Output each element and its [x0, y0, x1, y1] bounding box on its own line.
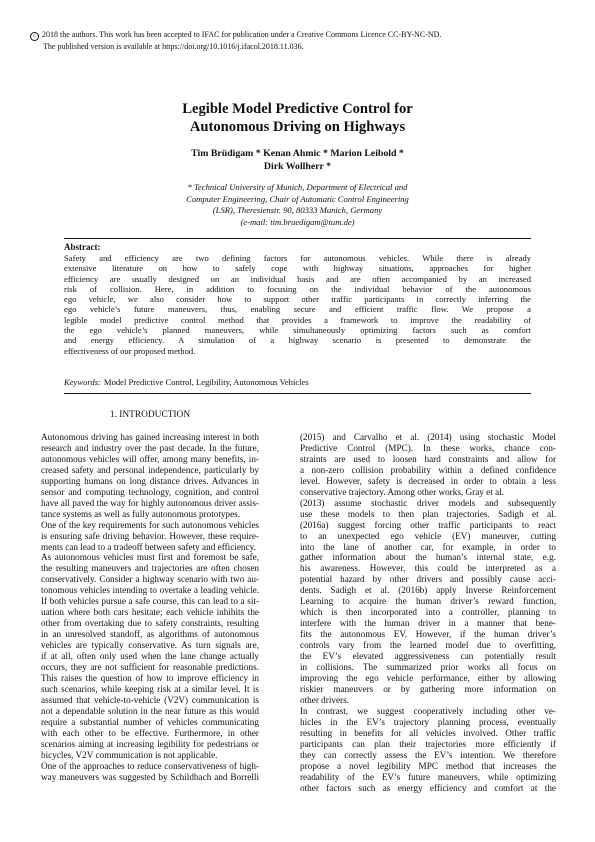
- copyright-icon: c: [30, 32, 39, 41]
- paper-title-line-2: Autonomous Driving on Highways: [189, 119, 406, 135]
- body-text-line: uation where both cars hesitate; each vehicle inhibits the: [41, 607, 259, 618]
- body-text-line: to an unexpected ego vehicle (EV) maneuver, cutting: [300, 530, 556, 541]
- body-text-line: other drivers.: [300, 694, 349, 705]
- abstract-line: effectiveness of our proposed method.: [64, 345, 196, 356]
- affiliation-line-3: (LSR), Theresienstr. 90, 80333 Munich, Germany: [212, 205, 383, 216]
- body-text-line: This raises the question of how to improve efficiency in: [41, 672, 259, 683]
- body-text-line: readability of the EV’s future maneuvers, while optimizing: [300, 771, 556, 782]
- body-text-line: require a substantial number of vehicles communicating: [41, 716, 259, 727]
- body-text-line: vehicles are typically conservative. As turn signals are,: [41, 640, 259, 651]
- abstract-heading: Abstract:: [64, 242, 101, 252]
- abstract-line: Safety and efficiency are two defining factors for autonomous vehicles. While there is already: [64, 253, 531, 263]
- abstract-line: and energy efficiency. A simulation of a highway scenario is presented to demonstrate the: [64, 335, 531, 346]
- body-text-line: conservatively. Consider a highway scenario with two au-: [41, 574, 259, 585]
- paper-title-line-1: Legible Model Predictive Control for: [182, 101, 413, 117]
- body-text-line: use these models to then plan trajectories. Sadigh et al.: [300, 508, 556, 519]
- body-text-line: his awareness. However, this could be interpreted as a: [300, 563, 556, 574]
- body-text-line: scenarios aiming at increasing legibility for pedestrians or: [41, 738, 259, 749]
- author-line-1: Tim Brüdigam * Kenan Ahmic * Marion Leibold *: [191, 148, 404, 159]
- body-text-line: Predictive Control (MPC). In these works, chance con-: [300, 442, 556, 453]
- keywords-text: Model Predictive Control, Legibility, Autonomous Vehicles: [103, 377, 309, 387]
- body-text-line: gather information about the human’s internal state, e.g.: [300, 552, 556, 563]
- body-text-line: in an unresolved standoff, as algorithms of autonomous: [41, 629, 259, 640]
- affiliation-line-2: Computer Engineering, Chair of Automatic Control Engineering: [186, 193, 409, 204]
- body-text-line: One of the key requirements for such autonomous vehicles: [41, 519, 259, 530]
- body-text-line: hicles in the EV’s trajectory planning process, eventually: [300, 716, 556, 727]
- body-text-line: controls vary from the learned model due to overfitting,: [300, 640, 556, 651]
- body-text-line: tonomous vehicles intending to overtake a leading vehicle.: [41, 585, 259, 596]
- copyright-text: 2018 the authors. This work has been accepted to IFAC for publication under a Creative Commons Licence CC-BY-NC-ND.: [42, 30, 442, 39]
- body-text-line: (2016a) suggest forcing other traffic participants to react: [300, 519, 556, 530]
- body-text-line: other factors such as energy efficiency and comfort at the: [300, 782, 556, 793]
- author-line-2: Dirk Wollherr *: [263, 161, 332, 172]
- body-text-line: Autonomous driving has gained increasing interest in both: [41, 432, 259, 442]
- body-text-line: if at all, often only used when the lane change actually: [41, 651, 259, 662]
- body-text-line: Learning to acquire the human driver’s reward function,: [300, 596, 556, 607]
- body-text-line: supporting humans on long distance drives. Advances in: [41, 475, 259, 486]
- paper-title: [60, 100, 535, 136]
- abstract-line: legible model predictive control method that provides a framework to improve the readability of: [64, 314, 531, 325]
- body-text-line: not a dependable solution in the near future as this would: [41, 705, 259, 716]
- body-text-line: As autonomous vehicles must first and foremost be safe,: [41, 552, 259, 563]
- keywords: [64, 377, 531, 387]
- body-text-line: riskier maneuvers or by gathering more information on: [300, 683, 556, 694]
- abstract-line: the ego vehicle’s planned maneuvers, while simultaneously optimizing factors such as comfort: [64, 325, 531, 336]
- abstract-bottom-rule: [64, 393, 531, 394]
- affiliation: [120, 182, 475, 228]
- body-text-line: assumed that vehicle-to-vehicle (V2V) communication is: [41, 694, 259, 705]
- body-text-line: ments can lead to a tradeoff between safety and efficiency.: [41, 541, 256, 552]
- body-text-line: the resulting maneuvers and trajectories are often chosen: [41, 563, 259, 574]
- keywords-label: Keywords:: [64, 377, 101, 387]
- abstract-line: efficiency are usually designed on an individual basis and are often accompanied by an increased: [64, 273, 531, 284]
- affiliation-line-4: (e-mail: tim.bruedigam@tum.de): [240, 216, 355, 227]
- body-text-line: If both vehicles pursue a safe course, this can lead to a sit-: [41, 596, 259, 607]
- body-text-line: such scenarios, while keeping risk at a similar level. It is: [41, 683, 259, 694]
- right-column: [300, 432, 556, 793]
- body-text-line: potential hazard by other drivers and possibly cause acci-: [300, 574, 556, 585]
- abstract-top-rule: [64, 238, 531, 239]
- left-column: [41, 432, 259, 783]
- author-list: [120, 147, 475, 173]
- body-text-line: (2013) assume stochastic driver models and subsequently: [300, 497, 556, 508]
- body-text-line: which is then incorporated into a controller, planning to: [300, 607, 556, 618]
- body-text-line: in collisions. The summarized prior works all focus on: [300, 662, 556, 673]
- body-text-line: straints are used to loosen hard constraints and allow for: [300, 453, 556, 464]
- abstract-line: extensive literature on how to safely cope with highway situations, approaches for higher: [64, 263, 531, 274]
- body-text-line: creased safety and personal independence, particularly by: [41, 464, 259, 475]
- body-text-line: improving the ego vehicle performance, either by allowing: [300, 672, 556, 683]
- body-text-line: propose a novel legibility MPC method that increases the: [300, 760, 556, 771]
- body-text-line: level. However, safety is decreased in order to obtain a less: [300, 475, 556, 486]
- published-version-line: The published version is available at https://doi.org/10.1016/j.ifacol.2018.11.036.: [43, 42, 304, 51]
- body-text-line: way maneuvers was suggested by Schildbach and Borrelli: [41, 771, 259, 782]
- copyright-notice: [30, 29, 570, 52]
- body-text-line: interfere with the human driver in a manner that bene-: [300, 618, 556, 629]
- body-text-line: autonomous vehicles will offer, among many benefits, in-: [41, 453, 259, 464]
- abstract-body: [64, 253, 531, 356]
- body-text-line: into the lane of another car, for example, in order to: [300, 541, 556, 552]
- body-text-line: other from overtaking due to safety constraints, resulting: [41, 618, 259, 629]
- body-text-line: conservative trajectory. Among other works, Gray et al.: [300, 486, 505, 497]
- body-text-line: fits the autonomous EV. However, if the human driver’s: [300, 629, 556, 640]
- body-text-line: One of the approaches to reduce conservativeness of high-: [41, 760, 259, 771]
- body-text-line: (2015) and Carvalho et al. (2014) using stochastic Model: [300, 432, 556, 442]
- body-text-line: a non-zero collision probability within a defined confidence: [300, 464, 556, 475]
- body-text-line: with each other to be effective. Furthermore, in other: [41, 727, 259, 738]
- body-text-line: participants can plan their trajectories more efficiently if: [300, 738, 556, 749]
- body-text-line: occurs, they are not sufficient for reasonable predictions.: [41, 662, 259, 673]
- body-text-line: dents. Sadigh et al. (2016b) apply Inverse Reinforcement: [300, 585, 556, 596]
- abstract-line: ego vehicle, we also consider how to support other traffic participants in correctly inferring the: [64, 294, 531, 305]
- abstract-line: risk of collision. Here, in addition to focusing on the individual behavior of the autonomous: [64, 283, 531, 294]
- body-text-line: have all paved the way for highly autonomous driver assis-: [41, 497, 259, 508]
- body-text-line: sensor and computing technology, cognition, and control: [41, 486, 259, 497]
- body-text-line: is ensuring safe driving behavior. However, these require-: [41, 530, 259, 541]
- body-text-line: the EV’s elevated aggressiveness can potentially result: [300, 651, 556, 662]
- body-text-line: bicycles, V2V communication is not applicable.: [41, 749, 218, 760]
- copyright-line: [30, 29, 570, 41]
- body-text-line: tance systems as well as fully autonomous prototypes.: [41, 508, 241, 519]
- affiliation-line-1: * Technical University of Munich, Department of Electrical and: [187, 182, 408, 192]
- body-text-line: resulting in benefits for all vehicles involved. Other traffic: [300, 727, 556, 738]
- body-text-line: research and industry over the past decade. In the future,: [41, 442, 259, 453]
- body-text-line: they can correctly assess the EV’s intention. We therefore: [300, 749, 556, 760]
- body-text-line: In contrast, we suggest cooperatively including other ve-: [300, 705, 556, 716]
- section-heading-introduction: 1. INTRODUCTION: [109, 410, 191, 420]
- abstract-line: ego vehicle’s future maneuvers, thus, enabling secure and efficient traffic flow. We propose a: [64, 304, 531, 315]
